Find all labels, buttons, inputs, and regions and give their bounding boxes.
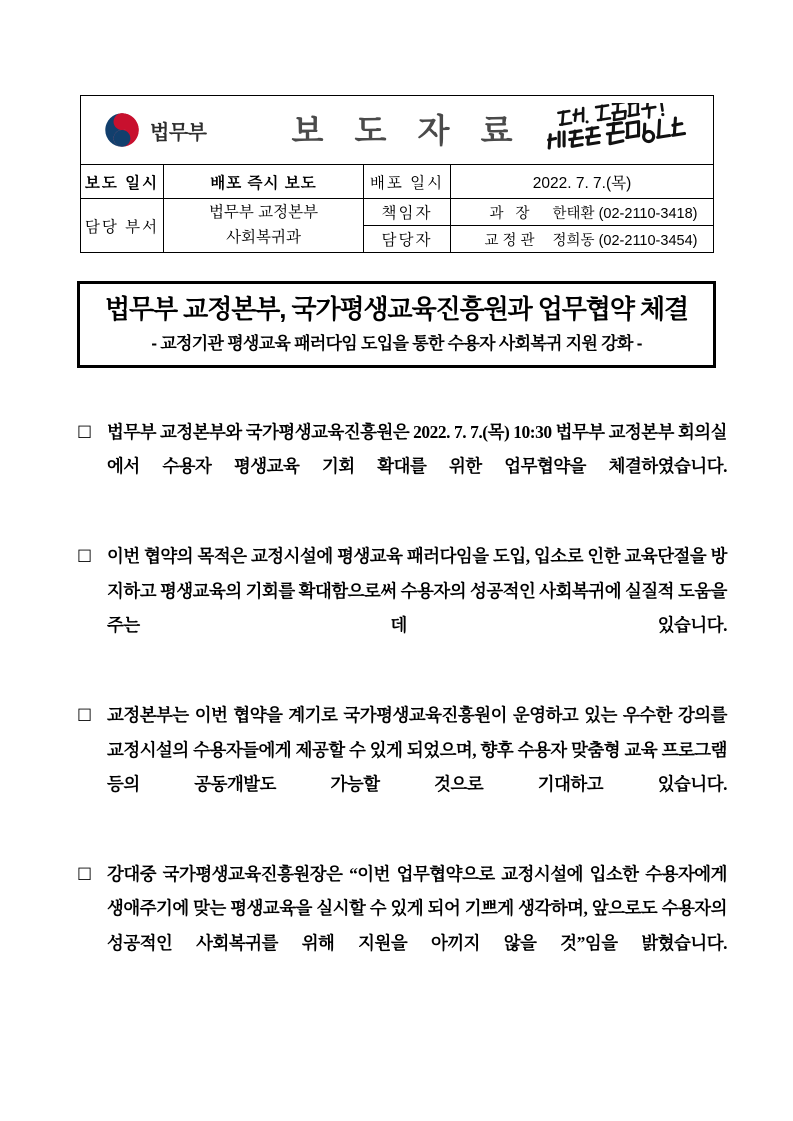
department-line-2: 사회복귀과 [226, 228, 301, 246]
body-paragraph-text: 강대중 국가평생교육진흥원장은 “이번 업무협약으로 교정시설에 입소한 수용자에게 생애주기에 맞는 평생교육을 실시할 수 있게 되어 기쁘게 생각하며, 앞으로도 수용자의 성공적인 사회복귀를 위해 지원을 아끼지 않을 것”임을 밝혔습니다. [107, 863, 727, 953]
release-time-label: 보도 일시 [81, 165, 164, 199]
page-subtitle: - 교정기관 평생교육 패러다임 도입을 통한 수용자 사회복귀 지원 강화 - [151, 333, 642, 353]
press-release-header-table [80, 95, 714, 253]
masthead-cell [81, 96, 714, 165]
ministry-name: 법무부 [150, 121, 207, 144]
contact-value [451, 226, 714, 253]
contact-rank: 교정관 [484, 232, 539, 249]
contact-label: 담당자 [364, 226, 451, 253]
body-paragraph-text: 법무부 교정본부와 국가평생교육진흥원은 2022. 7. 7.(목) 10:30 법무부 교정본부 회의실에서 수용자 평생교육 기회 확대를 위한 업무협약을 체결하였습니다. [107, 422, 727, 477]
government-slogan [533, 103, 701, 157]
distribute-date-label: 배포 일시 [364, 165, 451, 199]
release-time-value: 배포 즉시 보도 [164, 165, 364, 199]
masthead-row [81, 96, 714, 165]
handwritten-slogan-icon [542, 103, 692, 157]
department-value [164, 199, 364, 253]
document-kind-title: 보 도 자 료 [291, 111, 524, 149]
body-paragraph [77, 415, 727, 518]
body-paragraph [77, 539, 727, 677]
contact-name: 정희동 (02-2110-3454) [552, 232, 698, 249]
ministry-brand [103, 111, 271, 149]
responsible-value [451, 199, 714, 226]
body-paragraph [77, 698, 727, 836]
korea-taegeuk-emblem-icon [103, 111, 141, 149]
body-paragraph [77, 857, 727, 995]
responsible-row [81, 199, 714, 226]
distribute-date-value: 2022. 7. 7.(목) [451, 165, 714, 199]
square-bullet-icon: □ [77, 421, 92, 440]
page-title: 법무부 교정본부, 국가평생교육진흥원과 업무협약 체결 [105, 294, 688, 324]
body-content [77, 415, 727, 995]
responsible-label: 책임자 [364, 199, 451, 226]
square-bullet-icon: □ [77, 704, 92, 724]
department-line-1: 법무부 교정본부 [208, 204, 319, 222]
responsible-name: 한태환 (02-2110-3418) [552, 205, 698, 222]
body-paragraph-text: 이번 협약의 목적은 교정시설에 평생교육 패러다임을 도입, 입소로 인한 교육단절을 방지하고 평생교육의 기회를 확대함으로써 수용자의 성공적인 사회복귀에 실질적 도움을 주는 데 있습니다. [107, 546, 727, 636]
title-box [77, 281, 716, 368]
department-label: 담당 부서 [81, 199, 164, 253]
square-bullet-icon: □ [77, 862, 92, 882]
square-bullet-icon: □ [77, 545, 92, 565]
release-info-row [81, 165, 714, 199]
responsible-rank: 과 장 [489, 205, 534, 222]
body-paragraph-text: 교정본부는 이번 협약을 계기로 국가평생교육진흥원이 운영하고 있는 우수한 강의를 교정시설의 수용자들에게 제공할 수 있게 되었으며, 향후 수용자 맞춤형 교육 프로그램 등의 공동개발도 가능할 것으로 기대하고 있습니다. [107, 705, 727, 795]
